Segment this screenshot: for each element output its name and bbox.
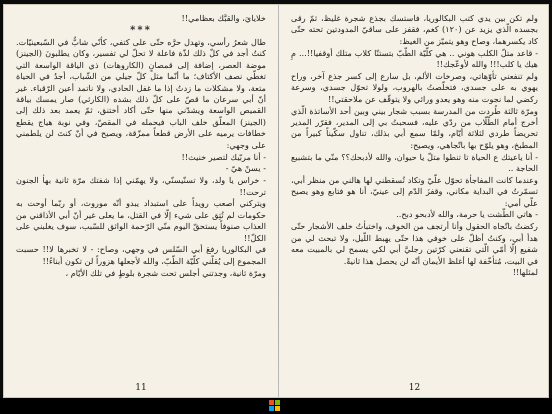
logo-square-blue [269, 406, 274, 411]
book-spread [3, 4, 549, 398]
page-number-left: 11 [135, 383, 147, 393]
page-number-right: 12 [408, 383, 421, 393]
left-paragraph: في البكالوريا رفعَ أبي السّلس في وجهي، وصاح: - لا تخبرها لا!! حسبت المجموع إلى يُقلّني كلّيّة الطّبّ، والله لأجعلها هزوراً لن تكون أبناءً!! [16, 244, 266, 266]
windows-logo-icon[interactable] [269, 400, 281, 412]
right-paragraph: ولم تنفعني تأوّهاتي، وصرخات الألم، بل سارع إلى كسر جذع آخر، وراح يهوي به على جسدي، فتخلّصتُ بالهروب، ولولا تحوّل جسدي، وسرعة ركضي لما نجوت منه وهو يعدو ورائي ولا يتوقّف عن ملاحقتي!! [291, 70, 538, 104]
taskbar [0, 398, 552, 414]
left-paragraph: طال شعرُ رأسي، وتهدل حرَّه حتّى على كتفي، كأنّي شابٌّ في السّبعينيّات. كنتُ أجد في كلّ ذلك لذّة فاعلة لا تحلّ لي تفسير، وكان يطلبونَ (الجينز) موضة العصر، إضافة إلى قمصانٍ (الكاروهات) ذي الياقة الواسعة التي تغطّي نصف الأكتاف؛ ما أنّما مثل كلّ جيلي من الشّباب، أجدُ في الحياة متعة، ولا مشكلات ما زدتُ إذا ما غفل الحادي، ولا ناتمد أعين الرّقباء. غير أنّ أبي سرعان ما قصّ على كلّ ذلك بشده (الكارثي) صار يمسك بياقة القميص الواسعة ويشدّني منها حتّى أكاد أختنق، ثمّ يعمد بعد ذلك إلى (الجينز) المعلّق خلف الباب فيحمله في المقصّ، وفي نوبة هياج يقطع خطافات يرميه على الأرض قطعاً ممزّقة، ويصيح في أنّ كنتَ لن يلطمني على وجهي: [16, 36, 266, 150]
left-paragraph: - يسنْ هيّ - [225, 163, 266, 174]
page-right [279, 5, 550, 397]
right-paragraph: ولم تكن بين يدي كتب البكالوريا، فاستسك بجذع شجرة غليظ، ثمّ رقى بجسده الّذي يزيد عن (١٢٠) كغم، فقفز على ساقيّ المدودتين تحته حتّى كاد يكسرهما، وصاح وهو يتميّز من الغيظ: [291, 13, 538, 46]
right-paragraph: ركضتُ باتّجاه الحقول وأنا أرتجف من الخوف، واختبأتُ خلف الأشجار حتّى هدأ أبي، وكنتُ أظلّ على خوفي هذا حتّى يهبط اللّيل، ولا تبحث لي من شفيع إلّا أمّي الّتي تقنعني كرّتين رجليَّ أبي لكي يسمح لي بالمبيت معه في البيت، مُتأخّفة لها أغلظ الأيمان أنّه لن يحصل هذا ثانيةً. [291, 221, 538, 266]
left-paragraph: - أنا مربّيك لتصير خنيث!! [181, 151, 266, 162]
section-separator: *** [130, 24, 152, 36]
right-paragraph: وعندما كانت المفاجأة تحوّل علّيّ وتكاد تُسقطني لها هالني من منظر أبي، تسمّرتُ في البداية مكاني، وقفزَ الدّم إلى عينيّ، أنا هو فتابع وهو يصيح علّي أمي: [291, 174, 538, 208]
logo-square-green [275, 400, 280, 405]
left-paragraph: ومرّة ثانية، وجدتني أجلس تحت شجرة بلوطٍ في تلك الأيّام ، [65, 267, 266, 278]
page-left [4, 5, 278, 397]
right-paragraph: ومرّة ثالثة طُردت من المدرسة بسبب شجار بيني وبين أحد الأساتذة الّذي أخرج أمام الطّلّاب من ردّي عليه، فسحبتُ بي إلى المدير، فقرّر المدير تحريضاً طردي لثلاثة أيّام، ولمّا سمع أبي بذلك، تناول سكّيناً كبيراً من المطبخ، وهو يلوّح بها باتّجاهي، ويصيح: [291, 105, 538, 150]
logo-square-yellow [275, 406, 280, 411]
left-paragraph: ويتركني أصعب رويداً على استبداد يبدو أنّه موروث، أو ربّما أوحت به حكومات لم تُتِق على شيء إلّا في القتل، ما يعلى غير أنّ أبي الأذاقني من العذاب صنوفاً يستحقّ اليوم منّي الرّحمة الواثق للسّبب، سوف يغلبني على الكلّ!! [16, 198, 266, 243]
right-paragraph: - أنا ياعيتك ع الحياة تا تنطوا متلّ يا حيوان، والله لأدبحك؟؟ منّي ما بتشبيع الحاجة .. [291, 151, 538, 174]
right-paragraph: - قاعد متلّ الكلب هوني .. هي كلّيّة الطّبّ بتستنّا كلاب متلك أوقفيا!!... مِ هيك يا كلب!!! والله لأوعّجك!! [291, 47, 538, 70]
logo-square-red [269, 400, 274, 405]
left-paragraph: خلايايَ، والقبَّك بعظامي!! [181, 13, 266, 23]
left-paragraph: - خراس يا ولد، ولا تسنّيسنّي، ولا يهمّني إذا شفتك مرّة ثانية بهأ الجنون ترحت!! [16, 175, 266, 197]
right-paragraph: لمثلها!! [512, 267, 538, 278]
right-paragraph: - هاتي الطّشت يا حرمة، والله لأدبحو دبح.. [396, 209, 538, 220]
